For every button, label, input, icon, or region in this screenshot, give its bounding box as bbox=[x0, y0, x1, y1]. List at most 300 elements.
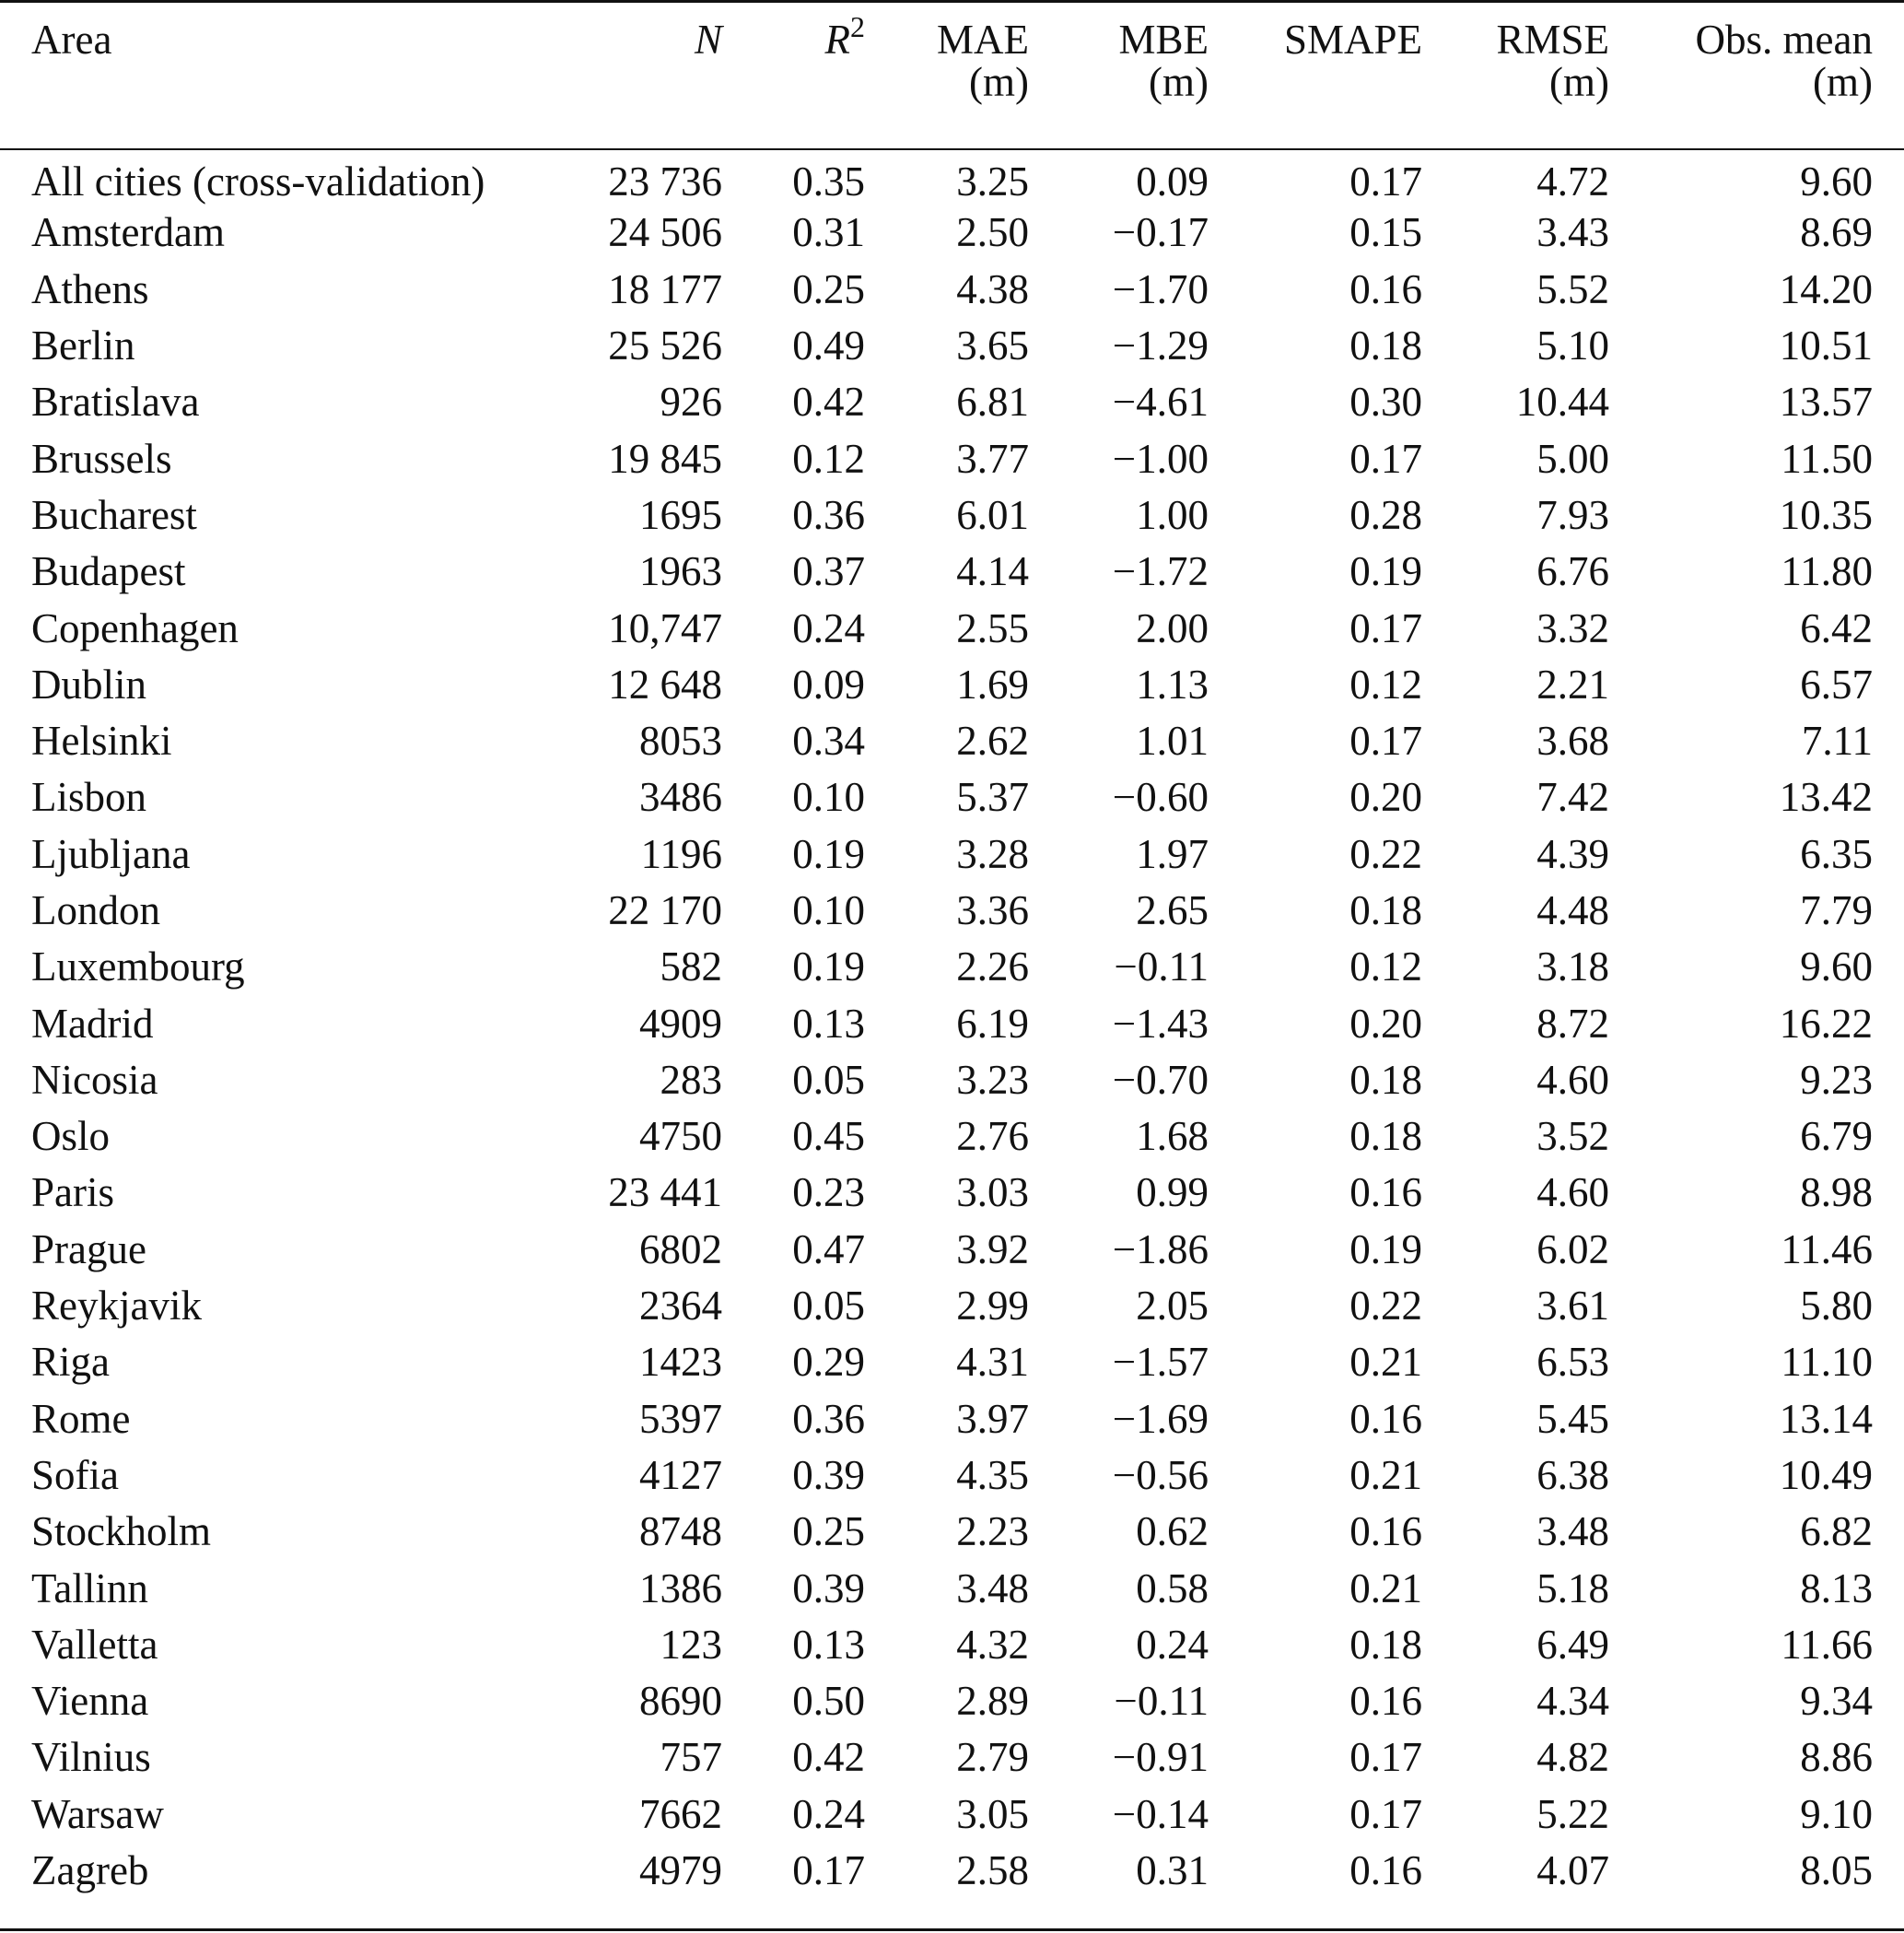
cell-n: 2364 bbox=[639, 1283, 722, 1330]
cell-mbe: 0.62 bbox=[1136, 1508, 1209, 1555]
cell-n: 757 bbox=[660, 1734, 722, 1781]
table-row bbox=[0, 1560, 1904, 1616]
cell-mae: 4.38 bbox=[956, 265, 1029, 312]
cell-smape: 0.16 bbox=[1349, 1847, 1422, 1894]
cell-mbe: −1.43 bbox=[1112, 1000, 1209, 1047]
cell-mbe: −1.00 bbox=[1112, 435, 1209, 482]
header-r2 bbox=[722, 0, 865, 148]
cell-rmse: 4.34 bbox=[1536, 1678, 1609, 1725]
cell-mbe: −1.57 bbox=[1112, 1339, 1209, 1386]
cell-rmse: 7.42 bbox=[1536, 774, 1609, 821]
cell-area: Athens bbox=[31, 265, 149, 312]
cell-r2: 0.05 bbox=[792, 1283, 865, 1330]
cell-mae: 2.55 bbox=[956, 604, 1029, 651]
cell-r2: 0.13 bbox=[792, 1621, 865, 1668]
cell-rmse: 5.52 bbox=[1536, 265, 1609, 312]
cell-n: 1695 bbox=[639, 491, 722, 538]
cell-mbe: −1.70 bbox=[1112, 265, 1209, 312]
cell-smape: 0.21 bbox=[1349, 1451, 1422, 1498]
cell-area: Ljubljana bbox=[31, 830, 191, 877]
cell-obs-mean: 11.66 bbox=[1781, 1621, 1873, 1668]
cell-n: 5397 bbox=[639, 1395, 722, 1442]
table-row bbox=[0, 262, 1904, 318]
cell-obs-mean: 14.20 bbox=[1779, 265, 1873, 312]
header-obs-mean bbox=[1609, 0, 1904, 148]
cell-r2: 0.31 bbox=[792, 209, 865, 256]
cell-area: Stockholm bbox=[31, 1508, 212, 1555]
cell-smape: 0.15 bbox=[1349, 209, 1422, 256]
cell-n: 582 bbox=[660, 943, 722, 990]
cell-obs-mean: 7.11 bbox=[1801, 718, 1873, 765]
cell-smape: 0.16 bbox=[1349, 1678, 1422, 1725]
cell-r2: 0.39 bbox=[792, 1451, 865, 1498]
cell-obs-mean: 10.35 bbox=[1779, 491, 1873, 538]
cell-rmse: 6.76 bbox=[1536, 548, 1609, 595]
cell-n: 4750 bbox=[639, 1113, 722, 1160]
cell-area: Tallinn bbox=[31, 1564, 148, 1611]
table-row bbox=[0, 1729, 1904, 1786]
cell-obs-mean: 16.22 bbox=[1779, 1000, 1873, 1047]
cell-mae: 3.03 bbox=[956, 1169, 1029, 1216]
cell-mae: 3.25 bbox=[956, 158, 1029, 205]
table-row bbox=[0, 1843, 1904, 1899]
cell-mbe: −1.72 bbox=[1112, 548, 1209, 595]
header-r2-superscript: 2 bbox=[850, 10, 865, 43]
cell-mae: 6.19 bbox=[956, 1000, 1029, 1047]
table-row bbox=[0, 544, 1904, 600]
cell-obs-mean: 10.49 bbox=[1779, 1451, 1873, 1498]
cell-obs-mean: 9.60 bbox=[1800, 158, 1873, 205]
cell-n: 1423 bbox=[639, 1339, 722, 1386]
table-row bbox=[0, 148, 1904, 205]
cell-area: Valletta bbox=[31, 1621, 158, 1668]
cell-mbe: 0.24 bbox=[1136, 1621, 1209, 1668]
cell-n: 123 bbox=[660, 1621, 722, 1668]
table-row bbox=[0, 826, 1904, 883]
cell-r2: 0.23 bbox=[792, 1169, 865, 1216]
cell-mae: 2.58 bbox=[956, 1847, 1029, 1894]
table-row bbox=[0, 318, 1904, 374]
cell-r2: 0.42 bbox=[792, 379, 865, 426]
table-row bbox=[0, 430, 1904, 486]
cell-smape: 0.17 bbox=[1349, 435, 1422, 482]
cell-smape: 0.28 bbox=[1349, 491, 1422, 538]
cell-smape: 0.16 bbox=[1349, 1395, 1422, 1442]
cell-rmse: 4.48 bbox=[1536, 887, 1609, 933]
cell-rmse: 4.60 bbox=[1536, 1056, 1609, 1103]
cell-rmse: 3.61 bbox=[1536, 1283, 1609, 1330]
cell-mae: 2.76 bbox=[956, 1113, 1029, 1160]
cell-rmse: 4.39 bbox=[1536, 830, 1609, 877]
cell-smape: 0.17 bbox=[1349, 718, 1422, 765]
cell-mae: 2.99 bbox=[956, 1283, 1029, 1330]
header-mae bbox=[865, 0, 1029, 148]
cell-area: Berlin bbox=[31, 322, 135, 369]
cell-rmse: 6.49 bbox=[1536, 1621, 1609, 1668]
cell-obs-mean: 6.57 bbox=[1800, 661, 1873, 708]
table-row bbox=[0, 487, 1904, 544]
cell-area: Paris bbox=[31, 1169, 114, 1216]
table-row bbox=[0, 1334, 1904, 1390]
cell-area: Lisbon bbox=[31, 774, 147, 821]
cell-rmse: 4.72 bbox=[1536, 158, 1609, 205]
table-row bbox=[0, 1052, 1904, 1108]
header-smape-label: SMAPE bbox=[1283, 17, 1422, 63]
cell-obs-mean: 6.42 bbox=[1800, 604, 1873, 651]
cell-area: Bratislava bbox=[31, 379, 200, 426]
cell-n: 12 648 bbox=[608, 661, 722, 708]
cell-r2: 0.49 bbox=[792, 322, 865, 369]
cell-smape: 0.22 bbox=[1349, 1283, 1422, 1330]
cell-obs-mean: 9.23 bbox=[1800, 1056, 1873, 1103]
cell-obs-mean: 13.42 bbox=[1779, 774, 1873, 821]
cell-smape: 0.16 bbox=[1349, 1508, 1422, 1555]
cell-n: 24 506 bbox=[608, 209, 722, 256]
cell-mbe: 2.05 bbox=[1136, 1283, 1209, 1330]
cell-n: 6802 bbox=[639, 1225, 722, 1272]
cell-r2: 0.25 bbox=[792, 265, 865, 312]
cell-obs-mean: 11.80 bbox=[1781, 548, 1873, 595]
cell-mbe: −1.86 bbox=[1112, 1225, 1209, 1272]
cell-rmse: 4.60 bbox=[1536, 1169, 1609, 1216]
cell-rmse: 5.45 bbox=[1536, 1395, 1609, 1442]
header-obs-mean-label: Obs. mean bbox=[1695, 17, 1873, 63]
cell-obs-mean: 11.10 bbox=[1781, 1339, 1873, 1386]
cell-smape: 0.16 bbox=[1349, 265, 1422, 312]
cell-obs-mean: 6.79 bbox=[1800, 1113, 1873, 1160]
cell-mae: 3.77 bbox=[956, 435, 1029, 482]
cell-area: Vienna bbox=[31, 1678, 149, 1725]
cell-area: Zagreb bbox=[31, 1847, 149, 1894]
cell-area: Sofia bbox=[31, 1451, 119, 1498]
cell-mae: 2.50 bbox=[956, 209, 1029, 256]
cell-rmse: 8.72 bbox=[1536, 1000, 1609, 1047]
cell-smape: 0.21 bbox=[1349, 1564, 1422, 1611]
cell-r2: 0.10 bbox=[792, 887, 865, 933]
cell-n: 10,747 bbox=[608, 604, 722, 651]
table-row bbox=[0, 205, 1904, 261]
table-row bbox=[0, 1165, 1904, 1221]
cell-rmse: 3.68 bbox=[1536, 718, 1609, 765]
cell-r2: 0.13 bbox=[792, 1000, 865, 1047]
cell-rmse: 3.32 bbox=[1536, 604, 1609, 651]
table-row bbox=[0, 883, 1904, 939]
header-rmse bbox=[1422, 0, 1609, 148]
header-mbe-unit: (m) bbox=[1149, 59, 1209, 105]
cell-mae: 4.14 bbox=[956, 548, 1029, 595]
cell-area: Dublin bbox=[31, 661, 147, 708]
cell-mbe: 0.99 bbox=[1136, 1169, 1209, 1216]
cell-r2: 0.29 bbox=[792, 1339, 865, 1386]
cell-n: 23 736 bbox=[608, 158, 722, 205]
cell-n: 4909 bbox=[639, 1000, 722, 1047]
cell-r2: 0.19 bbox=[792, 943, 865, 990]
cell-mae: 3.97 bbox=[956, 1395, 1029, 1442]
header-area bbox=[0, 0, 553, 148]
cell-rmse: 2.21 bbox=[1536, 661, 1609, 708]
cell-r2: 0.45 bbox=[792, 1113, 865, 1160]
cell-obs-mean: 8.69 bbox=[1800, 209, 1873, 256]
table-row bbox=[0, 1447, 1904, 1504]
cell-mae: 2.23 bbox=[956, 1508, 1029, 1555]
cell-mbe: 0.09 bbox=[1136, 158, 1209, 205]
table-row bbox=[0, 769, 1904, 826]
cell-r2: 0.24 bbox=[792, 604, 865, 651]
table-row bbox=[0, 713, 1904, 769]
cell-area: Amsterdam bbox=[31, 209, 225, 256]
cell-rmse: 7.93 bbox=[1536, 491, 1609, 538]
cell-area: Nicosia bbox=[31, 1056, 158, 1103]
cell-r2: 0.35 bbox=[792, 158, 865, 205]
cell-obs-mean: 9.34 bbox=[1800, 1678, 1873, 1725]
table-body bbox=[0, 148, 1904, 1899]
cell-smape: 0.17 bbox=[1349, 1734, 1422, 1781]
cell-rmse: 5.10 bbox=[1536, 322, 1609, 369]
header-r2-label: R bbox=[824, 17, 850, 63]
cell-mbe: −0.91 bbox=[1112, 1734, 1209, 1781]
cell-smape: 0.21 bbox=[1349, 1339, 1422, 1386]
cell-r2: 0.34 bbox=[792, 718, 865, 765]
cell-n: 18 177 bbox=[608, 265, 722, 312]
cell-obs-mean: 11.46 bbox=[1781, 1225, 1873, 1272]
cell-obs-mean: 11.50 bbox=[1781, 435, 1873, 482]
cell-obs-mean: 8.98 bbox=[1800, 1169, 1873, 1216]
cell-mae: 3.48 bbox=[956, 1564, 1029, 1611]
cell-mbe: −0.70 bbox=[1112, 1056, 1209, 1103]
cell-r2: 0.39 bbox=[792, 1564, 865, 1611]
header-mbe-label: MBE bbox=[1118, 17, 1209, 63]
cell-mae: 6.01 bbox=[956, 491, 1029, 538]
cell-n: 1196 bbox=[640, 830, 722, 877]
table-row bbox=[0, 657, 1904, 713]
cell-mbe: 1.00 bbox=[1136, 491, 1209, 538]
cell-mbe: −1.69 bbox=[1112, 1395, 1209, 1442]
cell-n: 926 bbox=[660, 379, 722, 426]
cell-area: Prague bbox=[31, 1225, 146, 1272]
cell-n: 1386 bbox=[639, 1564, 722, 1611]
cell-smape: 0.22 bbox=[1349, 830, 1422, 877]
header-rmse-unit: (m) bbox=[1549, 59, 1609, 105]
cell-smape: 0.16 bbox=[1349, 1169, 1422, 1216]
cell-mbe: 2.65 bbox=[1136, 887, 1209, 933]
bottom-rule bbox=[0, 1928, 1904, 1931]
header-mae-label: MAE bbox=[937, 17, 1029, 63]
cell-obs-mean: 9.60 bbox=[1800, 943, 1873, 990]
header-mbe bbox=[1029, 0, 1209, 148]
header-n bbox=[553, 0, 722, 148]
cell-area: Luxembourg bbox=[31, 943, 245, 990]
cell-rmse: 10.44 bbox=[1515, 379, 1609, 426]
cell-rmse: 3.18 bbox=[1536, 943, 1609, 990]
cell-rmse: 6.38 bbox=[1536, 1451, 1609, 1498]
cell-mae: 4.32 bbox=[956, 1621, 1029, 1668]
cell-mbe: −0.11 bbox=[1114, 1678, 1209, 1725]
cell-n: 283 bbox=[660, 1056, 722, 1103]
cell-r2: 0.50 bbox=[792, 1678, 865, 1725]
cell-smape: 0.19 bbox=[1349, 1225, 1422, 1272]
cell-r2: 0.10 bbox=[792, 774, 865, 821]
cell-r2: 0.25 bbox=[792, 1508, 865, 1555]
cell-mae: 6.81 bbox=[956, 379, 1029, 426]
cell-area: Bucharest bbox=[31, 491, 197, 538]
cell-mbe: 2.00 bbox=[1136, 604, 1209, 651]
cell-smape: 0.18 bbox=[1349, 1056, 1422, 1103]
cell-obs-mean: 10.51 bbox=[1779, 322, 1873, 369]
cell-obs-mean: 5.80 bbox=[1800, 1283, 1873, 1330]
cell-area: Budapest bbox=[31, 548, 186, 595]
cell-mae: 4.31 bbox=[956, 1339, 1029, 1386]
cell-mbe: 1.01 bbox=[1136, 718, 1209, 765]
cell-area: Riga bbox=[31, 1339, 110, 1386]
cell-obs-mean: 7.79 bbox=[1800, 887, 1873, 933]
header-row bbox=[0, 0, 1904, 148]
cell-mae: 2.62 bbox=[956, 718, 1029, 765]
table-row bbox=[0, 374, 1904, 430]
cell-n: 25 526 bbox=[608, 322, 722, 369]
table-row bbox=[0, 1222, 1904, 1278]
table-row bbox=[0, 1391, 1904, 1447]
cell-mae: 3.65 bbox=[956, 322, 1029, 369]
cell-rmse: 3.48 bbox=[1536, 1508, 1609, 1555]
cell-area: Oslo bbox=[31, 1113, 111, 1160]
cell-smape: 0.12 bbox=[1349, 943, 1422, 990]
cell-mae: 2.26 bbox=[956, 943, 1029, 990]
cell-obs-mean: 13.14 bbox=[1779, 1395, 1873, 1442]
cell-smape: 0.18 bbox=[1349, 322, 1422, 369]
cell-mae: 3.36 bbox=[956, 887, 1029, 933]
cell-area: Helsinki bbox=[31, 718, 172, 765]
cell-n: 8053 bbox=[639, 718, 722, 765]
cell-obs-mean: 13.57 bbox=[1779, 379, 1873, 426]
cell-smape: 0.18 bbox=[1349, 1621, 1422, 1668]
cell-n: 8748 bbox=[639, 1508, 722, 1555]
cell-smape: 0.18 bbox=[1349, 887, 1422, 933]
cell-mbe: −1.29 bbox=[1112, 322, 1209, 369]
cell-rmse: 3.43 bbox=[1536, 209, 1609, 256]
cell-mbe: 1.13 bbox=[1136, 661, 1209, 708]
cell-obs-mean: 8.13 bbox=[1800, 1564, 1873, 1611]
table-row bbox=[0, 1504, 1904, 1560]
cell-rmse: 5.22 bbox=[1536, 1790, 1609, 1837]
cell-n: 4127 bbox=[639, 1451, 722, 1498]
cell-r2: 0.05 bbox=[792, 1056, 865, 1103]
header-rmse-label: RMSE bbox=[1496, 17, 1609, 63]
cell-n: 4979 bbox=[639, 1847, 722, 1894]
cell-obs-mean: 6.35 bbox=[1800, 830, 1873, 877]
cell-mae: 2.79 bbox=[956, 1734, 1029, 1781]
cell-r2: 0.17 bbox=[792, 1847, 865, 1894]
cell-smape: 0.17 bbox=[1349, 1790, 1422, 1837]
cell-n: 7662 bbox=[639, 1790, 722, 1837]
cell-r2: 0.09 bbox=[792, 661, 865, 708]
cell-rmse: 5.00 bbox=[1536, 435, 1609, 482]
table-row bbox=[0, 600, 1904, 656]
cell-r2: 0.42 bbox=[792, 1734, 865, 1781]
header-smape bbox=[1209, 0, 1422, 148]
table-row bbox=[0, 1278, 1904, 1334]
cell-n: 22 170 bbox=[608, 887, 722, 933]
table-row bbox=[0, 1617, 1904, 1673]
cell-area: All cities (cross-validation) bbox=[31, 158, 485, 205]
cell-rmse: 5.18 bbox=[1536, 1564, 1609, 1611]
cell-mbe: −0.14 bbox=[1112, 1790, 1209, 1837]
cell-mbe: 1.97 bbox=[1136, 830, 1209, 877]
cell-area: London bbox=[31, 887, 160, 933]
cell-mbe: 0.58 bbox=[1136, 1564, 1209, 1611]
table-row bbox=[0, 1787, 1904, 1843]
cell-obs-mean: 6.82 bbox=[1800, 1508, 1873, 1555]
cell-mae: 3.23 bbox=[956, 1056, 1029, 1103]
cell-mae: 5.37 bbox=[956, 774, 1029, 821]
cell-r2: 0.36 bbox=[792, 1395, 865, 1442]
cell-mbe: −0.17 bbox=[1112, 209, 1209, 256]
table-row bbox=[0, 1108, 1904, 1165]
cell-mae: 3.92 bbox=[956, 1225, 1029, 1272]
cell-obs-mean: 9.10 bbox=[1800, 1790, 1873, 1837]
cell-n: 19 845 bbox=[608, 435, 722, 482]
cell-mbe: −4.61 bbox=[1112, 379, 1209, 426]
cell-obs-mean: 8.86 bbox=[1800, 1734, 1873, 1781]
cell-rmse: 3.52 bbox=[1536, 1113, 1609, 1160]
cell-r2: 0.36 bbox=[792, 491, 865, 538]
cell-mbe: −0.60 bbox=[1112, 774, 1209, 821]
cell-rmse: 4.07 bbox=[1536, 1847, 1609, 1894]
cell-smape: 0.30 bbox=[1349, 379, 1422, 426]
cell-r2: 0.47 bbox=[792, 1225, 865, 1272]
table-row bbox=[0, 1673, 1904, 1729]
header-obs-mean-unit: (m) bbox=[1813, 59, 1873, 105]
cell-mbe: 1.68 bbox=[1136, 1113, 1209, 1160]
cell-area: Reykjavik bbox=[31, 1283, 202, 1330]
header-area-label: Area bbox=[31, 17, 112, 63]
cell-area: Brussels bbox=[31, 435, 172, 482]
cell-r2: 0.12 bbox=[792, 435, 865, 482]
cell-smape: 0.17 bbox=[1349, 158, 1422, 205]
cell-n: 1963 bbox=[639, 548, 722, 595]
cell-mbe: −0.56 bbox=[1112, 1451, 1209, 1498]
cell-smape: 0.20 bbox=[1349, 1000, 1422, 1047]
cell-mae: 3.28 bbox=[956, 830, 1029, 877]
cell-smape: 0.18 bbox=[1349, 1113, 1422, 1160]
cell-n: 23 441 bbox=[608, 1169, 722, 1216]
cell-smape: 0.19 bbox=[1349, 548, 1422, 595]
cell-area: Rome bbox=[31, 1395, 131, 1442]
cell-r2: 0.19 bbox=[792, 830, 865, 877]
cell-area: Madrid bbox=[31, 1000, 154, 1047]
cell-mbe: −0.11 bbox=[1114, 943, 1209, 990]
cell-smape: 0.17 bbox=[1349, 604, 1422, 651]
cell-area: Vilnius bbox=[31, 1734, 151, 1781]
cell-obs-mean: 8.05 bbox=[1800, 1847, 1873, 1894]
cell-area: Copenhagen bbox=[31, 604, 239, 651]
cell-smape: 0.20 bbox=[1349, 774, 1422, 821]
table-row bbox=[0, 995, 1904, 1051]
cell-n: 8690 bbox=[639, 1678, 722, 1725]
cell-mae: 4.35 bbox=[956, 1451, 1029, 1498]
cell-rmse: 6.53 bbox=[1536, 1339, 1609, 1386]
cell-area: Warsaw bbox=[31, 1790, 164, 1837]
cell-rmse: 4.82 bbox=[1536, 1734, 1609, 1781]
cell-n: 3486 bbox=[639, 774, 722, 821]
cell-smape: 0.12 bbox=[1349, 661, 1422, 708]
cell-mae: 3.05 bbox=[956, 1790, 1029, 1837]
cell-mbe: 0.31 bbox=[1136, 1847, 1209, 1894]
cell-r2: 0.24 bbox=[792, 1790, 865, 1837]
cell-rmse: 6.02 bbox=[1536, 1225, 1609, 1272]
header-n-label: N bbox=[694, 17, 722, 63]
table-row bbox=[0, 939, 1904, 995]
cell-r2: 0.37 bbox=[792, 548, 865, 595]
